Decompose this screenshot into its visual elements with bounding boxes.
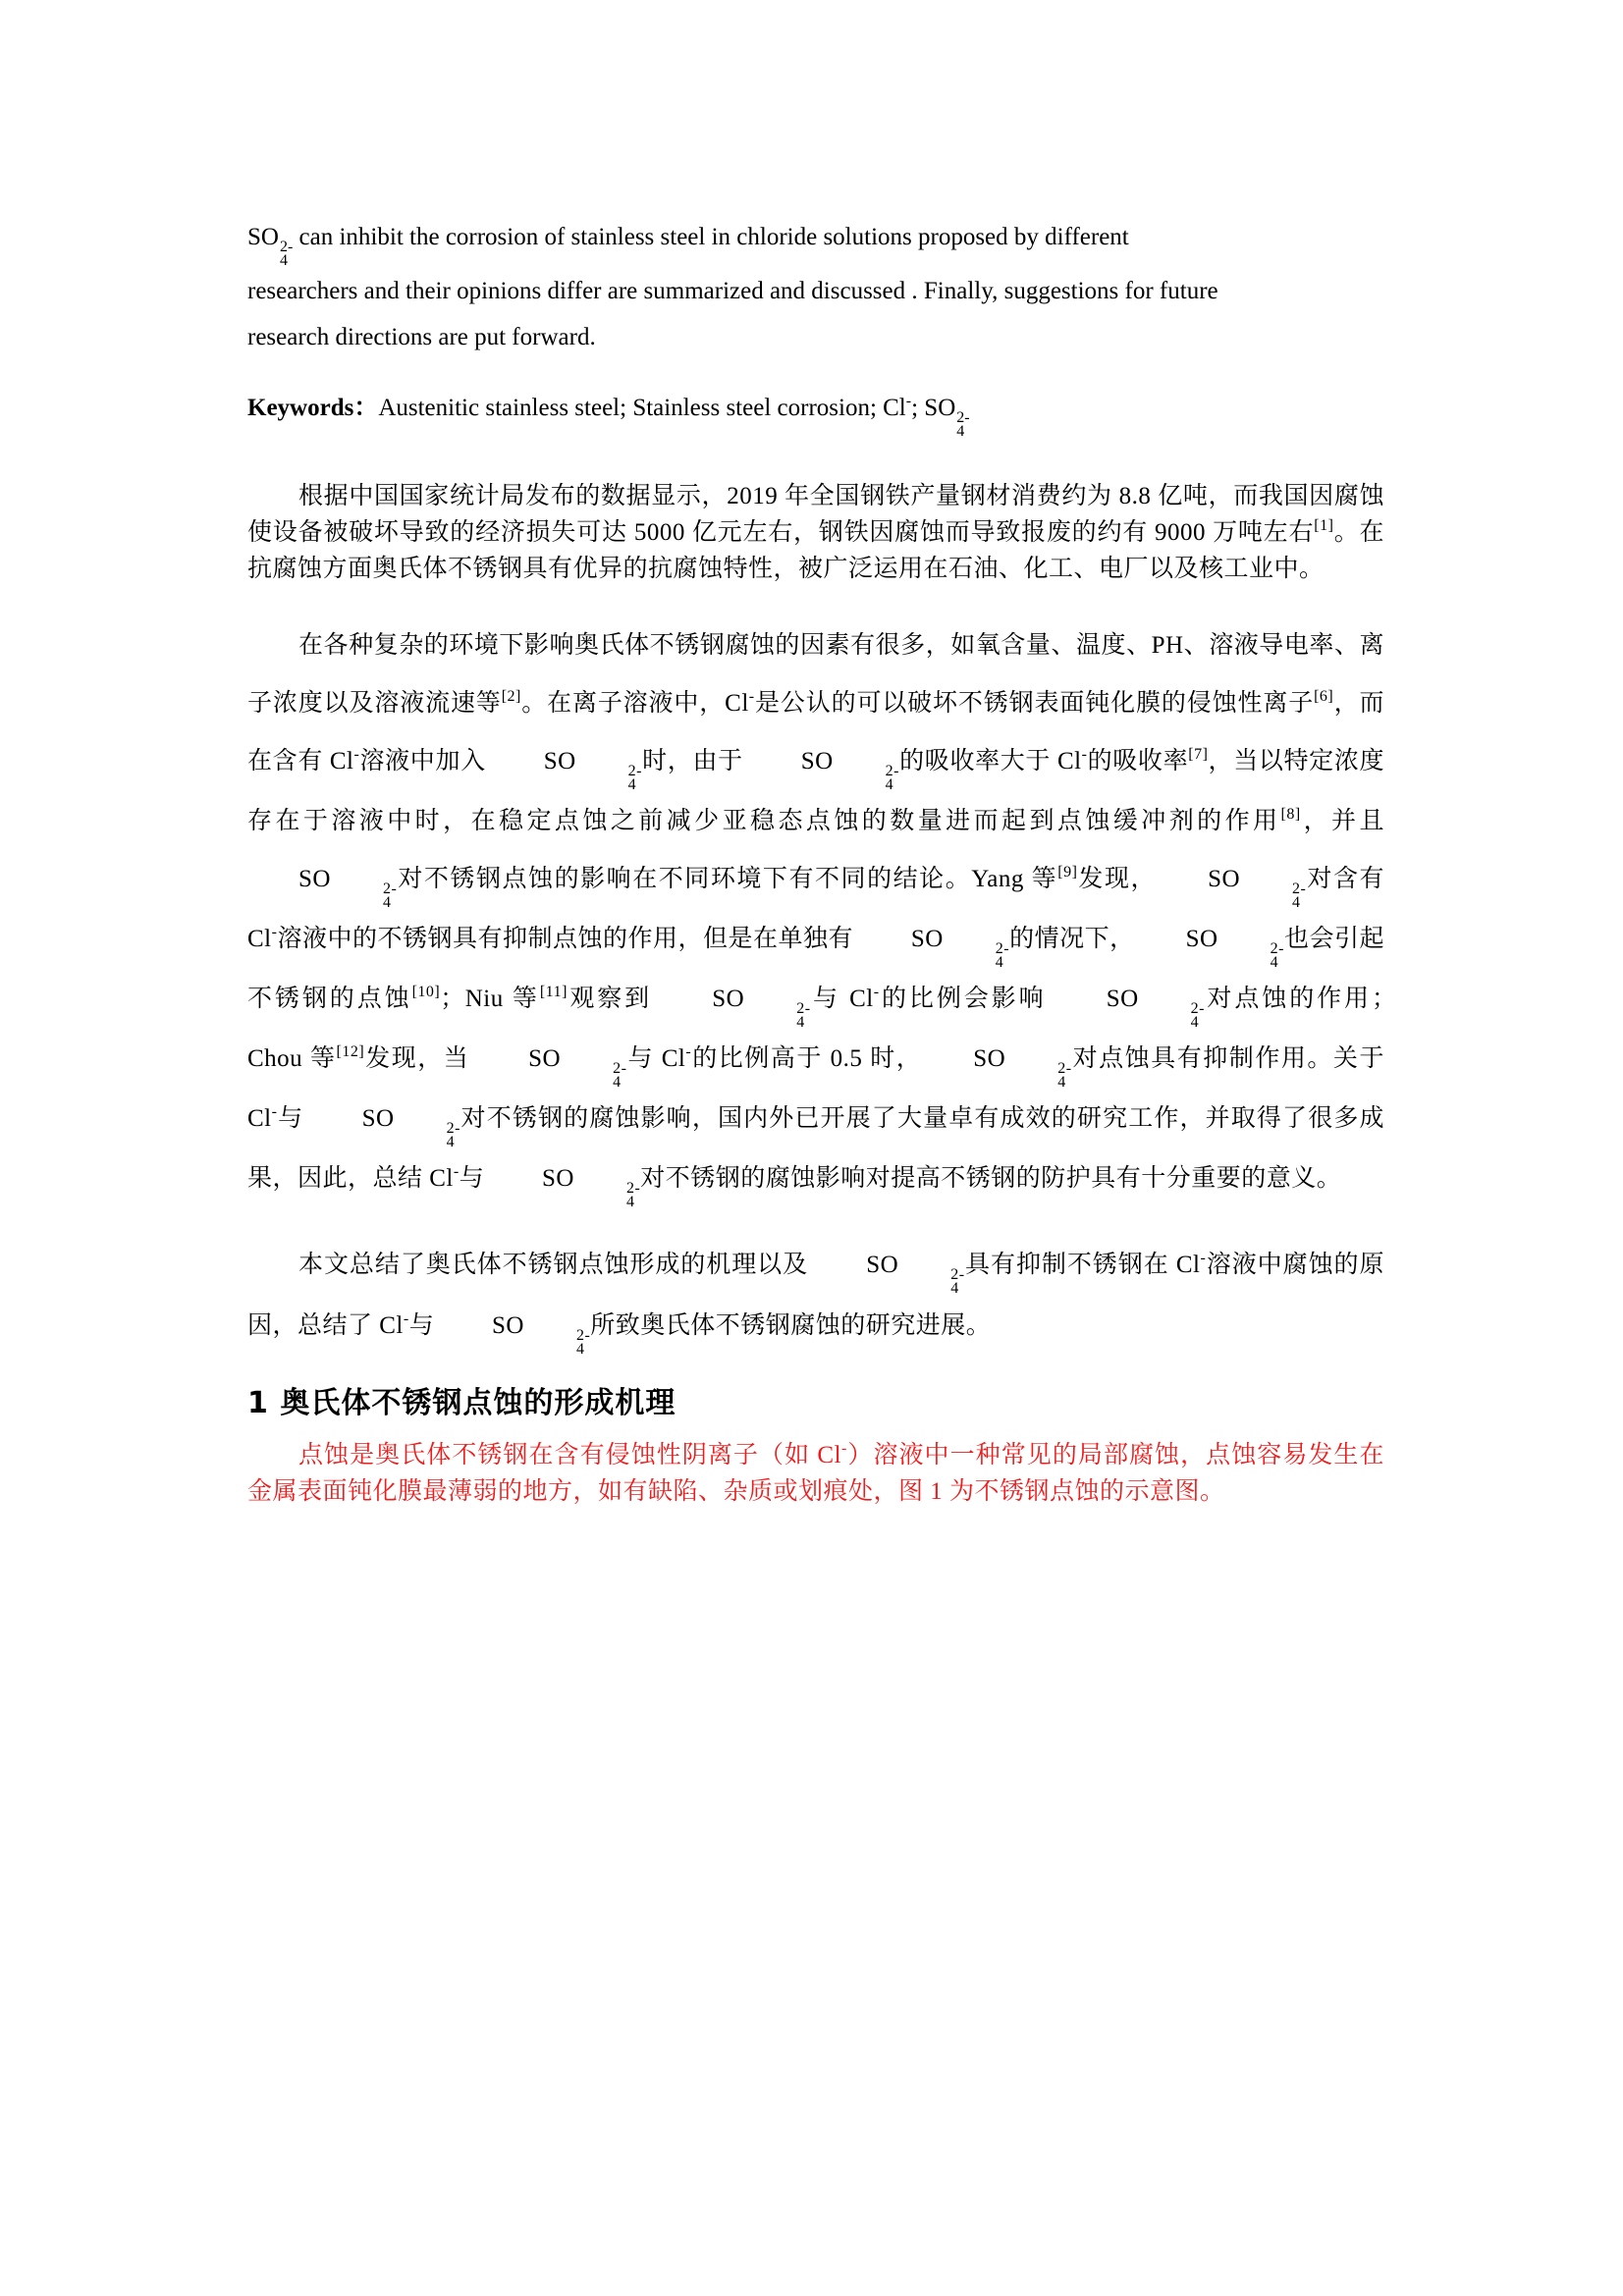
intro-paragraph-3: 本文总结了奥氏体不锈钢点蚀形成的机理以及 SO 2- 4 具有抑制不锈钢在 Cl-溶液中腐蚀的原因，总结了 Cl-与 SO 2- 4 所致奥氏体不锈钢腐蚀的研究进展。: [247, 1235, 1384, 1357]
intro-paragraph-2: 在各种复杂的环境下影响奥氏体不锈钢腐蚀的因素有很多，如氧含量、温度、PH、溶液导电率、离子浓度以及溶液流速等[2]。在离子溶液中，Cl-是公认的可以破坏不锈钢表面钝化膜的侵蚀性离子[6]，而在含有 Cl-溶液中加入 SO 2- 4 时，由于 SO 2- 4 的吸收率大于 Cl-的吸收率[7]，当以特定浓度存在于溶液中时，在稳定点蚀之前减少亚稳态点蚀的数量进而起到点蚀缓冲剂的作用[8]，并且 SO 2- 4 对不锈钢点蚀的影响在不同环境下有不同的结论。Yang 等[9]发现， SO 2- 4 对含有 Cl-溶液中的不锈钢具有抑制点蚀的作用，但是在单独有 SO 2- 4 的情况下， SO 2- 4 也会引起不锈钢的点蚀[10]；Niu 等[11]观察到 SO 2- 4 与 Cl-的比例会影响 SO 2- 4 对点蚀的作用； Chou 等[12]发现，当 SO 2- 4 与 Cl-的比例高于 0.5 时， SO 2- 4 对点蚀具有抑制作用。关于 Cl-与 SO 2- 4 对不锈钢的腐蚀影响，国内外已开展了大量卓有成效的研究工作，并取得了很多成果，因此，总结 Cl-与 SO 2- 4 对不锈钢的腐蚀影响对提高不锈钢的防护具有十分重要的意义。: [247, 632, 1410, 1210]
so4-formula: SO 2- 4: [910, 926, 1010, 971]
so4-formula: SO 2- 4: [247, 224, 294, 269]
so4-formula: SO 2- 4: [1208, 866, 1307, 911]
so4-formula: SO 2- 4: [298, 866, 398, 911]
citation: [7]: [1188, 746, 1209, 763]
abstract-paragraph: [247, 214, 1384, 314]
citation: [6]: [1314, 688, 1334, 705]
keywords-text: Austenitic stainless steel; Stainless steel corrosion; Cl: [378, 395, 906, 421]
citation: [10]: [411, 984, 441, 1000]
so4-formula: SO 2- 4: [1106, 986, 1205, 1031]
section-paragraph-highlight: 点蚀是奥氏体不锈钢在含有侵蚀性阴离子（如 Cl-）溶液中一种常见的局部腐蚀，点蚀容易发生在金属表面钝化膜最薄弱的地方，如有缺陷、杂质或划痕处，图 1 为不锈钢点蚀的示意图。: [247, 1440, 1384, 1505]
so4-formula: SO 2- 4: [361, 1105, 460, 1150]
abstract-line2: researchers and their opinions differ are summarized and discussed . Finally, suggestions for future: [247, 278, 1218, 304]
citation: [12]: [336, 1043, 365, 1060]
abstract-line3: research directions are put forward.: [247, 324, 596, 350]
so4-formula: SO 2- 4: [541, 1165, 641, 1210]
so4-formula: SO 2- 4: [712, 986, 811, 1031]
keywords-line: Keywords：Austenitic stainless steel; Stainless steel corrosion; Cl-; SO 2- 4: [247, 393, 970, 440]
so4-formula: SO 2- 4: [973, 1045, 1072, 1091]
so4-formula: SO 2- 4: [924, 395, 970, 440]
so4-formula: SO 2- 4: [800, 748, 899, 793]
citation: [2]: [501, 688, 521, 705]
so4-formula: SO 2- 4: [543, 748, 642, 793]
citation: [11]: [539, 984, 568, 1000]
so4-formula: SO 2- 4: [528, 1045, 627, 1091]
so4-formula: SO 2- 4: [1185, 926, 1284, 971]
so4-formula: SO 2- 4: [491, 1312, 591, 1358]
document-page: [247, 214, 1410, 1510]
intro-paragraph-1: 根据中国国家统计局发布的数据显示，2019 年全国钢铁产量钢材消费约为 8.8 亿吨，而我国因腐蚀使设备被破坏导致的经济损失可达 5000 亿元左右，钢铁因腐蚀而导致报废的约有 9000 万吨左右[1]。在抗腐蚀方面奥氏体不锈钢具有优异的抗腐蚀特性，被广泛运用在石油、化工、电厂以及核工业中。: [247, 483, 1384, 582]
abstract-line1: can inhibit the corrosion of stainless steel in chloride solutions proposed by different: [293, 224, 1129, 250]
so4-formula: SO 2- 4: [866, 1252, 965, 1297]
citation: [9]: [1057, 864, 1078, 881]
keywords-label: Keywords：: [247, 395, 379, 421]
section-heading: 1 奥氏体不锈钢点蚀的形成机理: [247, 1386, 676, 1420]
citation: [8]: [1280, 806, 1301, 823]
citation: [1]: [1314, 517, 1334, 534]
